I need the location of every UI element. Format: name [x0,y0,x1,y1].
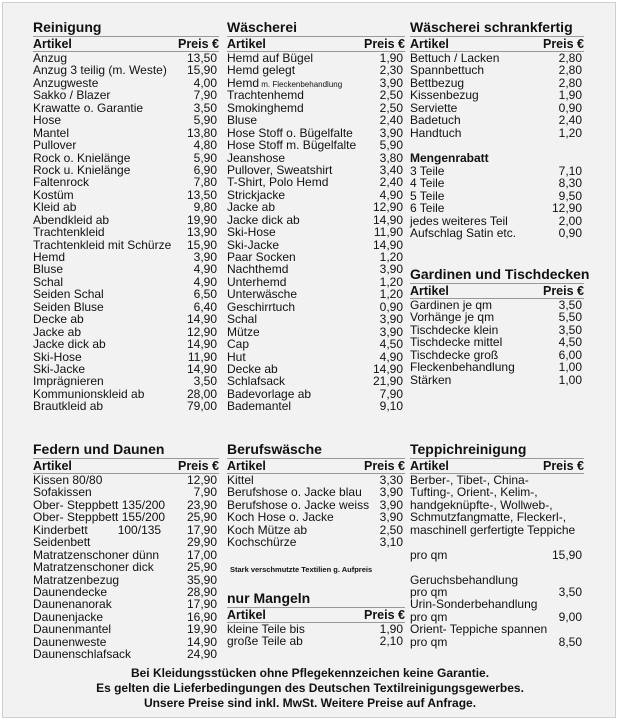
article-name [410,524,575,536]
table-header [410,283,584,299]
article-label: Urin-Sonderbehandlung [410,597,538,612]
article-label: jedes weiteres Teil [410,213,508,228]
article-price: 14,90 [186,634,217,649]
article-price: 6,40 [193,299,217,314]
article-price: 3,90 [379,324,403,339]
article-label: Jacke ab [33,324,82,339]
column-header-article: Artikel [33,37,72,51]
column-header-article: Artikel [410,284,449,298]
price-row [410,227,584,239]
article-price [582,623,584,635]
article-price: 6,90 [193,162,217,177]
article-name [227,400,291,412]
section-waescherei [227,19,405,413]
article-label: kleine Teile bis [227,622,305,636]
article-price: 14,90 [372,361,403,376]
article-price: 3,50 [193,100,217,115]
article-label: pro qm [410,634,448,649]
article-price: 8,50 [558,634,582,649]
article-name [33,648,131,660]
column-header-article: Artikel [227,608,266,622]
article-label: Geruchsbehandlung [410,572,519,587]
article-label: Tufting-, Orient-, Kelim-, [410,485,538,500]
article-name [410,636,447,648]
article-price: 4,50 [379,337,403,352]
article-label: Bettuch / Lacken [410,51,500,65]
article-price: 2,80 [558,63,582,78]
article-price [582,499,584,511]
article-label: Imprägnieren [33,374,104,389]
article-price: 2,30 [379,63,403,78]
article-price [582,511,584,523]
article-price: 3,90 [379,497,403,512]
article-price: 17,00 [186,547,217,562]
article-label: Faltenrock [33,175,90,190]
article-label: Koch Mütze ab [227,522,308,537]
article-price: 4,90 [193,262,217,277]
article-price: 2,00 [558,213,582,228]
article-label: Krawatte o. Garantie [33,100,144,115]
article-price: 3,10 [379,535,403,550]
article-name [410,549,447,561]
article-label: Trachtenkleid [33,225,105,240]
article-note: m. Fleckenbehandlung [259,79,343,89]
article-label: Hose [33,113,62,128]
article-label: Hemd [33,250,66,264]
article-price: 17,90 [186,597,217,612]
article-label: 3 Teile [410,164,445,178]
article-label: große Teile ab [227,634,303,649]
article-price: 2,50 [379,100,403,115]
section-reinigung [33,19,219,413]
column-header-article: Artikel [410,37,449,51]
footer [0,666,620,711]
article-price: 7,90 [379,386,403,401]
article-price: 25,90 [186,510,217,525]
article-label: Ski-Jacke [33,361,86,376]
article-price: 13,50 [186,187,217,202]
article-price [582,524,584,536]
article-price: 8,30 [558,176,582,191]
article-price: 6,50 [193,287,217,302]
article-label: Mantel [33,125,70,140]
article-label: Handtuch [410,125,462,140]
article-price: 3,90 [379,262,403,277]
article-label: Unterwäsche [227,287,298,302]
article-label: Kissenbezug [410,88,479,103]
article-label: Smokinghemd [227,100,304,115]
section-title: Berufswäsche [227,441,322,457]
footer-line: Unsere Preise sind inkl. MwSt. Weitere Preise auf Anfrage. [143,696,477,710]
article-price: 23,90 [186,497,217,512]
article-price: 2,10 [379,634,403,649]
article-label: Decke ab [227,361,278,376]
article-label: Trachtenkleid mit Schürze [33,237,172,252]
article-price: 79,00 [186,399,217,414]
section-berufswaesche [227,441,405,549]
article-label: Hose Stoff o. Bügelfalte [227,125,353,140]
article-label: Seiden Schal [33,287,104,302]
article-label: Koch Hose o. Jacke [227,510,334,525]
section-title: Reinigung [33,19,102,35]
article-price: 2,40 [379,113,403,128]
article-label: Ski-Hose [227,225,276,240]
article-label: Bluse [227,113,258,128]
article-price: 25,90 [186,560,217,575]
article-price: 14,90 [372,237,403,252]
article-price: 9,10 [379,399,403,414]
article-label: handgeknüpfte-, Wollweb-, [410,497,553,512]
article-price: 7,80 [193,175,217,190]
article-label: Hemd [227,75,260,90]
article-label: Brautkleid ab [33,399,104,414]
article-price [582,574,584,586]
article-label: Schal [33,274,64,289]
column-header-price: Preis € [363,608,405,622]
surcharge-note: Stark verschmutzte Textilien g. Aufpreis [230,565,373,574]
article-price: 15,90 [551,547,582,562]
article-label: Ober- Steppbett 135/200 [33,497,166,512]
section-title: Gardinen und Tischdecken [410,266,590,282]
article-price: 9,50 [558,188,582,203]
section-gardinen [410,266,590,387]
section-title: Teppichreinigung [410,441,527,457]
article-price: 0,90 [558,226,582,241]
article-label: Seiden Bluse [33,299,104,314]
table-header [227,607,405,623]
article-label: Hut [227,349,246,364]
article-label: maschinell gerfertigte Teppiche [410,522,576,537]
article-price: 1,20 [379,274,403,289]
article-label: Jacke ab [227,200,276,215]
price-row [227,338,405,350]
article-label: Sofakissen [33,485,92,500]
article-label: Daunenschlafsack [33,647,132,662]
footer-line: Bei Kleidungsstücken ohne Pflegekennzeichen keine Garantie. [130,666,490,680]
section-teppichreinigung [410,441,584,648]
section-nur-mangeln [227,590,405,648]
article-label: Hemd auf Bügel [227,51,314,65]
column-header-article: Artikel [33,459,72,473]
article-price: 2,50 [379,522,403,537]
article-label: Anzugweste [33,75,99,90]
article-label: Tischdecke klein [410,322,499,337]
article-label: Cap [227,337,250,352]
article-price: 3,90 [193,250,217,264]
article-price: 3,50 [193,374,217,389]
column-header-price: Preis € [542,37,584,51]
article-label: Paar Socken [227,250,296,264]
article-label: Trachtenhemd [227,88,304,103]
table-header [33,458,219,474]
column-header-price: Preis € [363,459,405,473]
price-row [410,127,584,139]
article-label: Unterhemd [227,274,287,289]
article-price: 12,90 [551,201,582,216]
article-price: 2,50 [379,88,403,103]
table-header [227,36,405,52]
article-label: Schlafsack [227,374,286,389]
article-price: 3,90 [379,510,403,525]
section-mengenrabatt [410,147,584,240]
article-label: pro qm [410,609,448,624]
article-label: Kochschürze [227,535,297,550]
price-row [410,374,584,386]
article-label: Matratzenschoner dünn [33,547,160,562]
article-price: 0,90 [558,100,582,115]
article-price: 5,90 [193,150,217,165]
article-price: 1,90 [379,51,403,65]
article-label: Matratzenbezug [33,572,120,587]
article-price [582,598,584,610]
article-label: Hose Stoff m. Bügelfalte [227,138,357,153]
article-label: Jacke dick ab [33,337,106,352]
article-price: 13,90 [186,225,217,240]
column-header-article: Artikel [410,459,449,473]
article-price: 13,80 [186,125,217,140]
section-title: nur Mangeln [227,590,311,606]
article-label: Tischdecke groß [410,347,499,362]
article-price: 9,80 [193,200,217,215]
article-price: 3,80 [379,150,403,165]
article-price: 14,90 [372,212,403,227]
article-label: pro qm [410,584,448,599]
article-label: Jacke dick ab [227,212,300,227]
article-price: 1,90 [558,88,582,103]
article-price: 4,90 [379,349,403,364]
article-name [227,635,303,647]
article-label: Serviette [410,100,458,115]
article-label: Badetuch [410,113,461,128]
article-label: Rock u. Knielänge [33,162,131,177]
table-header [410,458,584,474]
price-row [227,536,405,548]
article-label: Orient- Teppiche spannen [410,622,548,637]
article-label: Kissen 80/80 [33,473,103,487]
article-price: 5,90 [379,138,403,153]
table-header [410,36,584,52]
article-price: 14,90 [186,361,217,376]
article-price: 3,50 [558,584,582,599]
article-label: Gardinen je qm [410,298,493,312]
article-price: 2,80 [558,51,582,65]
article-price: 3,90 [379,312,403,327]
article-label: 6 Teile [410,201,445,216]
article-name [410,227,516,239]
article-price: 28,00 [186,386,217,401]
article-price: 3,50 [558,298,582,312]
article-label: Berufshose o. Jacke blau [227,485,362,500]
article-label: Daunenanorak [33,597,112,612]
article-label: Mütze [227,324,260,339]
article-label: T-Shirt, Polo Hemd [227,175,329,190]
article-label: Pullover, Sweatshirt [227,162,333,177]
article-label: Berufshose o. Jacke weiss [227,497,370,512]
article-price: 1,90 [379,622,403,636]
article-price: 4,80 [193,138,217,153]
article-label: Decke ab [33,312,84,327]
article-price: 4,90 [379,187,403,202]
article-label: Tischdecke mittel [410,335,503,350]
article-price: 4,00 [193,75,217,90]
article-label: Seidenbett [33,535,91,550]
article-price: 12,90 [372,200,403,215]
article-label: Fleckenbehandlung [410,360,515,375]
article-price: 7,90 [193,485,217,500]
article-name [227,536,296,548]
article-label: Spannbettuch [410,63,485,78]
article-label: Aufschlag Satin etc. [410,226,517,241]
article-label: Kittel [227,473,254,487]
column-header-article: Artikel [227,459,266,473]
price-row [33,400,219,412]
article-price [582,486,584,498]
article-price: 3,40 [379,162,403,177]
article-label: Ski-Jacke [227,237,280,252]
article-price: 1,20 [379,250,403,264]
article-price: 12,90 [186,473,217,487]
article-price: 14,90 [186,337,217,352]
footer-line: Es gelten die Lieferbedingungen des Deutschen Textilreinigungsgewerbes. [96,681,524,695]
article-price: 7,90 [193,88,217,103]
price-row [227,635,405,647]
article-label: Strickjacke [227,187,286,202]
section-title: Federn und Daunen [33,441,165,457]
column-header-price: Preis € [542,284,584,298]
article-label: Rock o. Knielänge [33,150,131,165]
article-label: Vorhänge je qm [410,310,495,325]
article-price: 14,90 [186,312,217,327]
column-header-price: Preis € [177,459,219,473]
article-label: Berber-, Tibet-, China- [410,473,529,487]
article-price: 5,50 [558,310,582,325]
article-label: Jeanshose [227,150,286,165]
article-name [410,374,451,386]
article-price: 1,00 [558,360,582,375]
article-price: 28,90 [186,584,217,599]
article-price: 15,90 [186,63,217,78]
price-row [410,636,584,648]
article-price: 0,90 [379,299,403,314]
article-name [410,127,461,139]
article-price: 6,00 [558,347,582,362]
price-row [227,400,405,412]
article-price: 5,90 [193,113,217,128]
article-price: 11,90 [187,349,217,364]
article-label: Nachthemd [227,262,289,277]
article-label: Kommunionskleid ab [33,386,145,401]
article-label: Daunenweste [33,634,107,649]
article-label: Daunenmantel [33,622,112,637]
column-header-price: Preis € [542,459,584,473]
article-label: Sakko / Blazer [33,88,111,103]
article-price: 16,90 [186,609,217,624]
article-price: 3,50 [558,322,582,337]
article-label: Kinderbett 100/135 [33,522,162,537]
price-row [33,648,219,660]
article-price: 13,50 [186,51,217,65]
article-price: 1,20 [558,125,582,140]
price-row [410,549,584,561]
table-header [33,36,219,52]
article-label: Abendkleid ab [33,212,110,227]
price-row [227,326,405,338]
article-name [33,400,103,412]
table-header [227,458,405,474]
column-header-price: Preis € [177,37,219,51]
article-price: 19,90 [186,622,217,637]
article-price: 3,90 [379,485,403,500]
article-price: 9,00 [558,609,582,624]
article-price: 12,90 [186,324,217,339]
article-label: Hemd gelegt [227,63,296,78]
column-header-article: Artikel [227,37,266,51]
article-label: Pullover [33,138,77,153]
section-title: Wäscherei [227,19,298,35]
article-label: Badevorlage ab [227,386,312,401]
article-price: 17,90 [186,522,217,537]
article-label: Bademantel [227,399,292,414]
price-row [410,524,584,536]
article-price: 3,30 [379,473,403,487]
article-label: Stärken [410,372,452,387]
article-label: Ober- Steppbett 155/200 [33,510,166,525]
article-price: 2,40 [558,113,582,128]
article-label: Ski-Hose [33,349,82,364]
article-price: 2,80 [558,75,582,90]
article-label: Bluse [33,262,64,277]
section-title: Mengenrabatt [410,151,489,165]
section-federn [33,441,219,661]
section-waescherei-schrankfertig [410,19,584,139]
article-price: 35,90 [186,572,217,587]
article-label: 5 Teile [410,188,445,203]
article-price: 19,90 [186,212,217,227]
article-price: 4,50 [558,335,582,350]
article-label: Matratzenschoner dick [33,560,154,575]
article-label: Anzug 3 teilig (m. Weste) [33,63,167,78]
article-label: Daunendecke [33,584,108,599]
column-header-price: Preis € [363,37,405,51]
article-label: Anzug [33,51,68,65]
article-label: Kostüm [33,187,74,202]
article-price: 3,90 [379,75,403,90]
article-price [582,474,584,486]
article-price: 2,40 [379,175,403,190]
article-price: 1,20 [379,287,403,302]
article-price: 1,00 [558,372,582,387]
article-label: pro qm [410,547,448,562]
section-title: Wäscherei schrankfertig [410,19,573,35]
article-price: 24,90 [186,647,217,662]
article-label: Daunenjacke [33,609,104,624]
article-label: Kleid ab [33,200,77,215]
article-price: 7,10 [558,164,582,178]
article-price: 4,90 [193,274,217,289]
article-price: 15,90 [186,237,217,252]
article-label: 4 Teile [410,176,445,191]
article-label: Schal [227,312,258,327]
article-price: 29,90 [186,535,217,550]
article-price: 11,90 [373,225,403,240]
article-label: Geschirrtuch [227,299,296,314]
article-label: Bettbezug [410,75,465,90]
article-label: Schmutzfangmatte, Fleckerl-, [410,510,567,525]
article-price: 3,90 [379,125,403,140]
article-price: 21,90 [372,374,403,389]
